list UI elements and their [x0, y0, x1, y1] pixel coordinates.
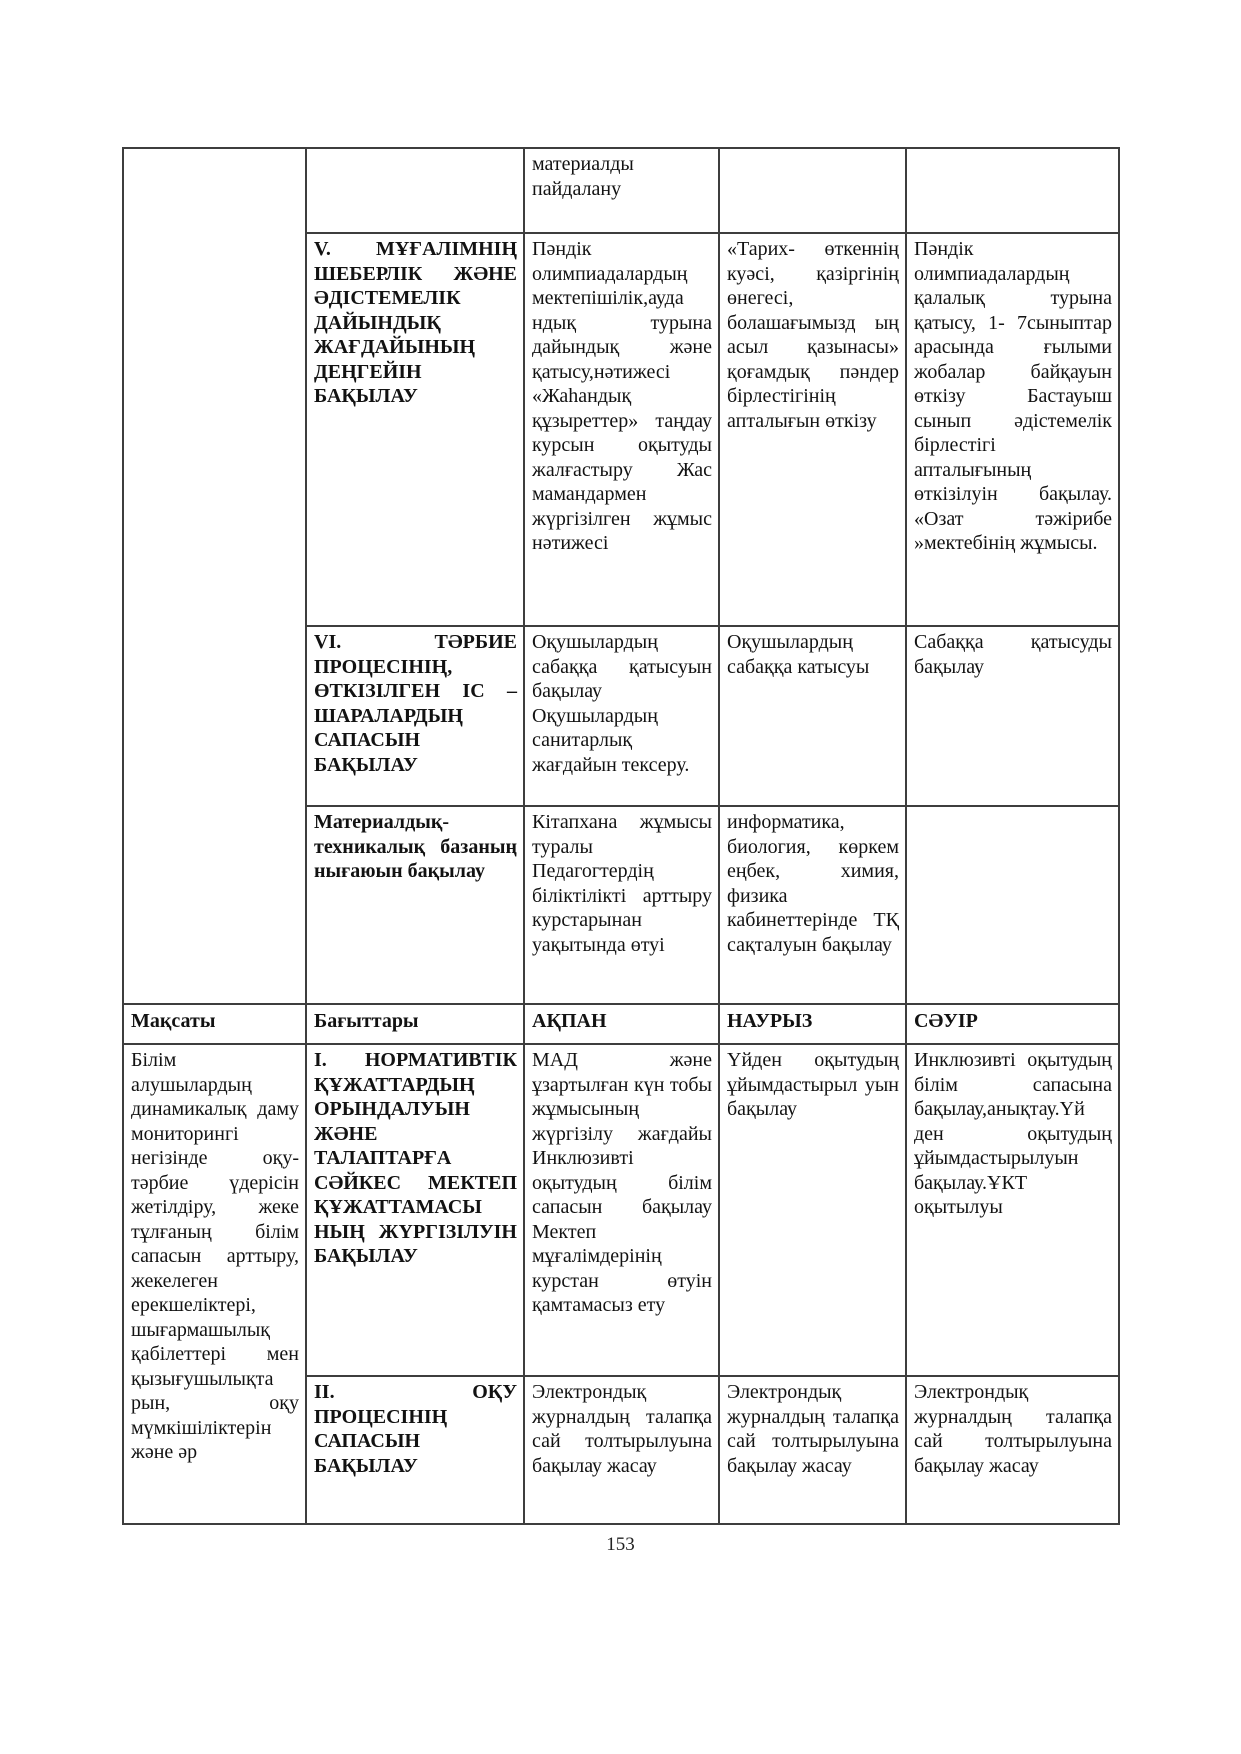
section-i-apr-cell: Инклюзивті оқытудың білім сапасына бақылау,анықтау.Үй ден оқытудың ұйымдастырылуын бақылау.ҰКТ оқытылуы — [906, 1044, 1119, 1376]
section-ii-title-cell: ІІ. ОҚУ ПРОЦЕСІНІҢ САПАСЫН БАҚЫЛАУ — [306, 1376, 524, 1524]
section-v-feb-cell: Пәндік олимпиадалардың мектепішілік,ауда ндық турына дайындық және қатысу,нәтижесі «Жаһандық құзыреттер» таңдау курсын оқытуды жалғастыру Жас мамандармен жүргізілген жұмыс нәтижесі — [524, 233, 719, 626]
section-v-apr-cell: Пәндік олимпиадалардың қалалық турына қатысу, 1- 7сыныптар арасында ғылыми жобалар байқауын өткізу Бастауыш сынып әдістемелік бірлестігі апталығының өткізілуін бақылау. «Озат тәжірибе »мектебінің жұмысы. — [906, 233, 1119, 626]
section-i-title-cell: І. НОРМАТИВТІК ҚҰЖАТТАРДЫҢ ОРЫНДАЛУЫН ЖӘНЕ ТАЛАПТАРҒА СӘЙКЕС МЕКТЕП ҚҰЖАТТАМАСЫ НЫҢ ЖҮРГІЗІЛУІН БАҚЫЛАУ — [306, 1044, 524, 1376]
section-i-mar-cell: Үйден оқытудың ұйымдастырыл уын бақылау — [719, 1044, 906, 1376]
month-header-row — [123, 1004, 1119, 1044]
section-v-mar-cell: «Тарих- өткеннің куәсі, қазіргінің өнегесі, болашағымызд ың асыл қазынасы» қоғамдық пәндер бірлестігінің апталығын өткізу — [719, 233, 906, 626]
upper-goal-empty-cell — [123, 148, 306, 1004]
section-v-title-cell: V. МҰҒАЛІМНІҢ ШЕБЕРЛІК ЖӘНЕ ӘДІСТЕМЕЛІК ДАЙЫНДЫҚ ЖАҒДАЙЫНЫҢ ДЕҢГЕЙІН БАҚЫЛАУ — [306, 233, 524, 626]
header-february-cell: АҚПАН — [524, 1004, 719, 1044]
header-march-cell: НАУРЫЗ — [719, 1004, 906, 1044]
upper-r0-mar-cell — [719, 148, 906, 233]
material-base-apr-cell — [906, 806, 1119, 1004]
section-vi-mar-cell: Оқушылардың сабаққа катысуы — [719, 626, 906, 806]
material-base-feb-cell: Кітапхана жұмысы туралы Педагогтердің біліктілікті арттыру курстарынан уақытында өтуі — [524, 806, 719, 1004]
section-vi-apr-cell: Сабаққа қатысуды бақылау — [906, 626, 1119, 806]
section-ii-mar-cell: Электрондық журналдың талапқа сай толтырылуына бақылау жасау — [719, 1376, 906, 1524]
upper-r0-feb-cell: материалды пайдалану — [524, 148, 719, 233]
goal-text-cell: Білім алушылардың динамикалық даму мониторингі негізінде оқу-тәрбие үдерісін жетілдіру, жеке тұлғаның білім сапасын арттыру, жекелеген ерекшеліктері, шығармашылық қабілеттері мен қызығушылықта рын, оқу мүмкішіліктерін және әр — [123, 1044, 306, 1524]
section-vi-feb-cell: Оқушылардың сабаққа қатысуын бақылау Оқушылардың санитарлық жағдайын тексеру. — [524, 626, 719, 806]
upper-r0-apr-cell — [906, 148, 1119, 233]
header-april-cell: СӘУІР — [906, 1004, 1119, 1044]
control-plan-table — [122, 147, 1120, 1525]
section-ii-feb-cell: Электрондық журналдың талапқа сай толтырылуына бақылау жасау — [524, 1376, 719, 1524]
section-i-feb-cell: МАД және ұзартылған күн тобы жұмысының жүргізілу жағдайы Инклюзивті оқытудың білім сапасын бақылау Мектеп мұғалімдерінің курстан өтуін қамтамасыз ету — [524, 1044, 719, 1376]
header-directions-cell: Бағыттары — [306, 1004, 524, 1044]
row-continuation — [123, 148, 1119, 233]
page-number: 153 — [606, 1534, 635, 1555]
section-vi-title-cell: VI. ТӘРБИЕ ПРОЦЕСІНІҢ, ӨТКІЗІЛГЕН ІС – ШАРАЛАРДЫҢ САПАСЫН БАҚЫЛАУ — [306, 626, 524, 806]
material-base-mar-cell: информатика, биология, көркем еңбек, химия, физика кабинеттерінде ТҚ сақталуын бақылау — [719, 806, 906, 1004]
header-goal-cell: Мақсаты — [123, 1004, 306, 1044]
material-base-title-cell: Материалдық-техникалық базаның нығаюын бақылау — [306, 806, 524, 1004]
upper-r0-direction-cell — [306, 148, 524, 233]
row-section-i — [123, 1044, 1119, 1376]
section-ii-apr-cell: Электрондық журналдың талапқа сай толтырылуына бақылау жасау — [906, 1376, 1119, 1524]
